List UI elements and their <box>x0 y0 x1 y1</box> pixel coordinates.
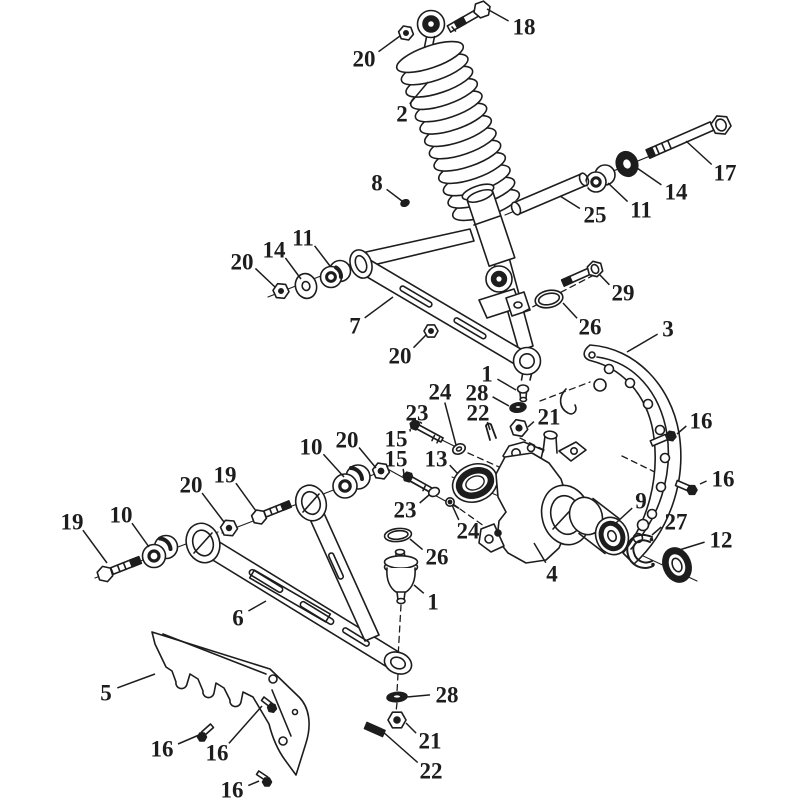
part-label-16-bolt <box>206 706 263 765</box>
part-label-20-shock-upper-mount-nut <box>353 36 401 71</box>
part-number: 11 <box>630 197 652 223</box>
part-number: 23 <box>405 400 429 426</box>
part-label-28-washer <box>407 682 459 707</box>
leader-line <box>414 585 424 593</box>
part-label-5-arm-guard <box>100 674 155 705</box>
part-label-29-bolt <box>599 274 635 305</box>
part-labels <box>61 9 737 800</box>
bolt-18 <box>447 1 490 32</box>
washer-24-upper <box>451 442 467 456</box>
part-number: 13 <box>424 446 448 472</box>
part-number: 10 <box>109 502 133 528</box>
leader-line <box>637 168 661 185</box>
leader-line <box>315 246 330 266</box>
part-label-10-bushing <box>110 502 150 547</box>
part-number: 7 <box>349 313 361 339</box>
leader-line <box>450 465 458 474</box>
part-label-16-bolt <box>221 777 260 800</box>
part-label-11-bushing <box>608 183 652 222</box>
leader-line <box>323 454 344 477</box>
arm-brace <box>250 570 331 622</box>
part-label-16-bolt <box>700 466 735 491</box>
part-number: 21 <box>418 728 442 754</box>
nut-21-bottom <box>388 712 406 728</box>
leader-line <box>627 334 658 352</box>
part-number: 18 <box>512 14 536 40</box>
leader-line <box>493 397 509 406</box>
leader-line <box>616 508 632 523</box>
o-ring-26-lower <box>384 527 412 543</box>
part-number: 16 <box>205 740 229 766</box>
part-number: 20 <box>179 472 203 498</box>
washer-28-bottom <box>387 692 408 703</box>
part-number: 28 <box>435 682 459 708</box>
part-label-19-bolt <box>61 509 108 563</box>
part-number: 28 <box>465 380 489 406</box>
coil-spring <box>393 35 522 227</box>
bushing-11-left <box>321 261 351 288</box>
stud-15-lower-bolt <box>403 472 432 492</box>
bolt-17 <box>646 116 731 158</box>
part-label-16-bolt <box>151 735 200 761</box>
part-number: 23 <box>393 497 417 523</box>
part-number: 12 <box>709 527 733 553</box>
part-number: 6 <box>232 605 244 631</box>
part-number: 16 <box>150 736 174 762</box>
bolt-19-left <box>97 557 141 582</box>
leader-line <box>686 141 712 165</box>
upper-arm-left-pivot-fasteners <box>273 261 351 301</box>
leader-line <box>379 36 401 52</box>
leader-line <box>487 9 509 21</box>
leader-line <box>497 379 516 390</box>
part-label-20-nut <box>336 427 377 468</box>
part-number: 20 <box>352 46 376 72</box>
part-number: 20 <box>388 343 412 369</box>
part-number: 16 <box>711 466 735 492</box>
leader-line <box>382 731 418 763</box>
part-number: 21 <box>537 404 561 430</box>
part-number: 29 <box>611 280 635 306</box>
upper-arm-pivot-parts <box>510 116 731 217</box>
leader-line <box>236 483 256 511</box>
part-label-19-bolt <box>214 462 257 511</box>
part-number: 11 <box>292 225 314 251</box>
leader-line <box>255 268 275 287</box>
part-number: 14 <box>262 237 286 263</box>
leader-line <box>202 493 224 522</box>
leader-line <box>406 723 416 733</box>
part-label-11-bushing <box>292 225 330 266</box>
part-label-26-o-ring <box>563 303 602 339</box>
leader-line <box>178 735 199 744</box>
bolt-19-mid <box>252 501 292 524</box>
nut-20-mid <box>221 520 238 535</box>
part-number: 9 <box>635 488 647 514</box>
part-label-24-washer <box>452 505 480 543</box>
part-label-16-bolt <box>677 408 713 434</box>
bolt-29 <box>562 261 603 286</box>
part-number: 8 <box>371 170 383 196</box>
part-number: 1 <box>481 361 493 387</box>
lower-arm-guard <box>152 632 309 775</box>
part-label-21-castle-nut <box>528 404 561 429</box>
bolt-16-c <box>198 724 214 741</box>
part-number: 15 <box>384 426 408 452</box>
part-label-17-upper-arm-pivot-bolt <box>686 141 737 185</box>
part-number: 2 <box>396 101 408 127</box>
leader-line <box>83 530 107 563</box>
part-label-7-upper-control-arm <box>349 297 393 338</box>
part-number: 24 <box>428 379 452 405</box>
part-number: 14 <box>664 179 688 205</box>
part-number: 19 <box>213 462 237 488</box>
leader-line <box>407 695 430 697</box>
part-number: 16 <box>689 408 713 434</box>
part-label-1-ball-joint <box>414 585 439 614</box>
bolt-16-b <box>676 481 698 495</box>
part-number: 1 <box>427 589 439 615</box>
leader-line <box>608 183 628 202</box>
part-number: 16 <box>220 777 244 800</box>
guard-hook-tab <box>561 389 576 414</box>
nut-21-upper <box>510 420 527 437</box>
part-label-21-nut <box>406 723 442 753</box>
part-number: 20 <box>335 427 359 453</box>
leader-line <box>285 258 301 279</box>
leader-line <box>410 539 423 550</box>
bolt-16-e <box>257 771 272 786</box>
wheel-bearing-9 <box>564 492 634 559</box>
part-number: 10 <box>299 434 323 460</box>
part-number: 4 <box>546 561 558 587</box>
part-number: 22 <box>466 400 490 426</box>
part-number: 20 <box>230 249 254 275</box>
spacer-25 <box>510 172 591 217</box>
leader-line <box>117 674 155 688</box>
leader-line <box>599 274 609 285</box>
part-label-25-pivot-spacer-tube <box>560 196 607 227</box>
leader-line <box>560 196 580 209</box>
bushing-11-right <box>586 165 615 192</box>
leader-line <box>445 403 456 446</box>
washer-28-upper <box>509 402 526 413</box>
bushing-10-left <box>143 536 178 568</box>
leader-line <box>248 781 259 786</box>
part-label-23-bolt <box>394 495 430 522</box>
ball-joint-1-lower <box>385 550 418 604</box>
leader-line <box>528 422 534 427</box>
seal-13 <box>447 457 504 509</box>
leader-line <box>700 481 707 484</box>
part-number: 17 <box>713 160 737 186</box>
part-number: 25 <box>583 202 607 228</box>
leader-line <box>248 601 266 611</box>
part-number: 22 <box>419 758 443 784</box>
part-number: 24 <box>456 518 480 544</box>
leader-line <box>676 542 705 551</box>
leader-line <box>132 523 149 547</box>
part-number: 19 <box>60 509 84 535</box>
part-label-6-lower-control-arm <box>232 601 266 630</box>
washer-14-right <box>613 149 641 180</box>
washer-14-left <box>293 271 320 301</box>
part-label-15-stud <box>385 446 408 475</box>
part-label-20-nut <box>389 335 427 368</box>
leader-line <box>414 335 427 348</box>
part-label-23-bolt <box>406 400 429 425</box>
leader-line <box>387 189 402 201</box>
part-number: 26 <box>425 544 449 570</box>
part-label-3-brake-disc-guard <box>627 316 674 352</box>
leader-line <box>420 495 429 503</box>
part-number: 3 <box>662 316 674 342</box>
part-number: 27 <box>664 509 688 535</box>
leader-line <box>365 297 393 318</box>
part-number: 15 <box>384 446 408 472</box>
part-label-8-plug <box>371 170 402 201</box>
steering-knuckle <box>479 430 597 563</box>
ball-stud-1-upper <box>518 385 529 402</box>
o-ring-26-upper <box>534 288 565 310</box>
arm-bracket-fasteners <box>534 261 603 310</box>
leader-line <box>563 303 577 318</box>
cotter-pin-22-bottom <box>365 723 386 737</box>
leader-line <box>229 706 262 743</box>
part-number: 26 <box>578 314 602 340</box>
part-label-9-wheel-bearing <box>616 488 647 523</box>
cotter-pin-22-upper <box>486 424 496 440</box>
hub-bearing-set <box>564 492 696 586</box>
part-number: 5 <box>100 680 112 706</box>
part-label-18-shock-upper-mount-bolt <box>487 9 536 39</box>
